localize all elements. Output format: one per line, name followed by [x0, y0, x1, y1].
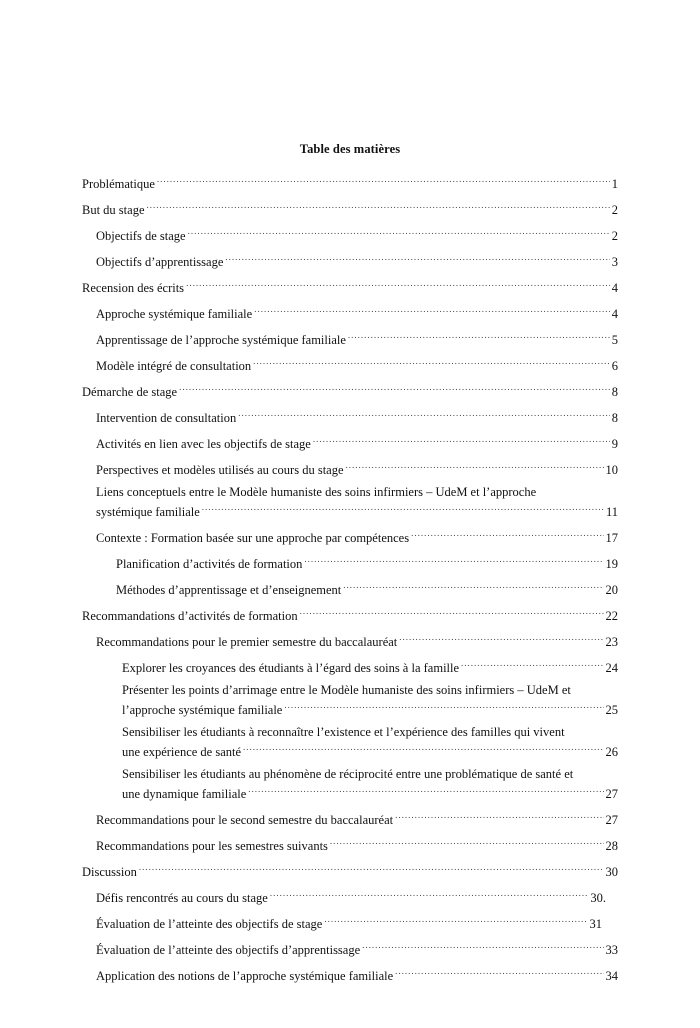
toc-entry-page: 4	[611, 307, 618, 321]
toc-entry	[82, 380, 618, 400]
toc-entry-page: 34	[605, 969, 618, 983]
leader-dots	[395, 964, 603, 980]
leader-dots	[186, 276, 610, 292]
toc-entry-page: 11	[605, 505, 618, 519]
toc-entry	[96, 526, 618, 546]
toc-entry	[96, 964, 618, 984]
leader-dots	[330, 834, 604, 850]
toc-entry	[122, 724, 618, 760]
toc-entry-page: 17	[605, 531, 618, 545]
toc-entry-label: l’approche systémique familiale	[122, 703, 283, 717]
toc-entry	[96, 406, 618, 426]
table-of-contents	[82, 172, 618, 984]
toc-entry	[116, 578, 618, 598]
toc-entry	[96, 484, 618, 520]
leader-dots	[399, 630, 603, 646]
leader-dots	[343, 578, 603, 594]
toc-entry-page: 10	[605, 463, 618, 477]
leader-dots	[179, 380, 610, 396]
leader-dots	[147, 198, 610, 214]
toc-entry-label: Problématique	[82, 177, 155, 191]
toc-entry	[116, 552, 618, 572]
toc-entry-label: Objectifs d’apprentissage	[96, 255, 224, 269]
leader-dots	[348, 328, 610, 344]
toc-entry-label: Apprentissage de l’approche systémique familiale	[96, 333, 346, 347]
page-title: Table des matières	[299, 142, 401, 156]
toc-entry-page: 27	[605, 813, 618, 827]
leader-dots	[238, 406, 610, 422]
toc-entry-label: Évaluation de l’atteinte des objectifs d’apprentissage	[96, 943, 361, 957]
toc-entry	[96, 912, 602, 932]
toc-entry-page: 28	[605, 839, 618, 853]
leader-dots	[139, 860, 604, 876]
leader-dots	[304, 552, 603, 568]
leader-dots	[395, 808, 603, 824]
toc-entry-label: Évaluation de l’atteinte des objectifs de stage	[96, 917, 323, 931]
toc-entry-label: Recommandations pour le premier semestre du baccalauréat	[96, 635, 398, 649]
leader-dots	[248, 782, 603, 798]
leader-dots	[411, 526, 603, 542]
toc-entry	[82, 198, 618, 218]
toc-entry-page: 25	[605, 703, 618, 717]
toc-entry-label: Recommandations pour le second semestre du baccalauréat	[96, 813, 394, 827]
toc-entry-page: 26	[605, 745, 618, 759]
toc-entry	[96, 328, 618, 348]
leader-dots	[300, 604, 604, 620]
leader-dots	[461, 656, 603, 672]
leader-dots	[362, 938, 603, 954]
toc-entry-page: 2	[611, 203, 618, 217]
toc-entry-label-first-line: Sensibiliser les étudiants au phénomène de réciprocité entre une problématique de santé et	[122, 767, 574, 781]
leader-dots	[254, 302, 610, 318]
toc-entry-label: Intervention de consultation	[96, 411, 237, 425]
toc-entry	[96, 886, 606, 906]
toc-entry-page: 30.	[590, 891, 606, 905]
toc-entry-label: Approche systémique familiale	[96, 307, 253, 321]
leader-dots	[284, 698, 603, 714]
leader-dots	[188, 224, 610, 240]
toc-entry	[96, 354, 618, 374]
leader-dots	[324, 912, 587, 928]
toc-entry-page: 22	[605, 609, 618, 623]
toc-entry	[82, 604, 618, 624]
toc-entry-label: Planification d’activités de formation	[116, 557, 303, 571]
toc-entry	[96, 302, 618, 322]
leader-dots	[225, 250, 609, 266]
toc-entry-page: 8	[611, 385, 618, 399]
toc-entry-label: Recension des écrits	[82, 281, 185, 295]
leader-dots	[313, 432, 610, 448]
toc-entry	[82, 172, 618, 192]
toc-entry-page: 4	[611, 281, 618, 295]
leader-dots	[202, 500, 604, 516]
leader-dots	[253, 354, 610, 370]
toc-entry	[122, 682, 618, 718]
toc-entry-label: But du stage	[82, 203, 145, 217]
toc-entry-label-first-line: Présenter les points d’arrimage entre le Modèle humaniste des soins infirmiers – UdeM et	[122, 683, 571, 697]
toc-entry-page: 8	[611, 411, 618, 425]
toc-entry-label: Recommandations d’activités de formation	[82, 609, 298, 623]
toc-entry-label: Perspectives et modèles utilisés au cours du stage	[96, 463, 344, 477]
toc-entry-page: 20	[605, 583, 618, 597]
toc-entry	[96, 938, 618, 958]
toc-entry-label: Défis rencontrés au cours du stage	[96, 891, 268, 905]
toc-entry-label-first-line: Liens conceptuels entre le Modèle humaniste des soins infirmiers – UdeM et l’approche	[96, 485, 537, 499]
toc-entry-label: Contexte : Formation basée sur une approche par compétences	[96, 531, 410, 545]
toc-entry-label: Discussion	[82, 865, 137, 879]
toc-entry-label: Modèle intégré de consultation	[96, 359, 252, 373]
toc-entry-label: Recommandations pour les semestres suivants	[96, 839, 328, 853]
toc-entry	[96, 808, 618, 828]
toc-entry-label: Application des notions de l’approche systémique familiale	[96, 969, 394, 983]
toc-entry	[82, 860, 618, 880]
toc-entry	[96, 458, 618, 478]
toc-entry-page: 23	[605, 635, 618, 649]
leader-dots	[243, 740, 603, 756]
toc-entry-page: 1	[611, 177, 618, 191]
leader-dots	[346, 458, 604, 474]
toc-entry-page: 2	[611, 229, 618, 243]
toc-entry-page: 9	[611, 437, 618, 451]
toc-entry-label: Démarche de stage	[82, 385, 178, 399]
toc-entry-page: 19	[605, 557, 618, 571]
toc-entry	[96, 224, 618, 244]
leader-dots	[157, 172, 610, 188]
toc-entry	[96, 250, 618, 270]
toc-entry	[122, 656, 618, 676]
toc-entry	[96, 432, 618, 452]
toc-entry-label: Activités en lien avec les objectifs de stage	[96, 437, 311, 451]
toc-entry-label-first-line: Sensibiliser les étudiants à reconnaître l’existence et l’expérience des familles qui vivent	[122, 725, 565, 739]
toc-entry	[82, 276, 618, 296]
toc-entry-label: Méthodes d’apprentissage et d’enseignement	[116, 583, 342, 597]
toc-entry-page: 3	[611, 255, 618, 269]
toc-entry-label: Explorer les croyances des étudiants à l’égard des soins à la famille	[122, 661, 460, 675]
toc-entry-page: 5	[611, 333, 618, 347]
toc-entry-label: une expérience de santé	[122, 745, 242, 759]
leader-dots	[270, 886, 589, 902]
toc-entry	[96, 630, 618, 650]
toc-entry-page: 27	[605, 787, 618, 801]
toc-entry	[122, 766, 618, 802]
toc-entry-page: 24	[605, 661, 618, 675]
toc-entry-label: une dynamique familiale	[122, 787, 247, 801]
toc-entry-page: 30	[605, 865, 618, 879]
toc-entry-page: 31	[589, 917, 602, 931]
toc-entry-label: systémique familiale	[96, 505, 200, 519]
toc-entry	[96, 834, 618, 854]
toc-entry-label: Objectifs de stage	[96, 229, 186, 243]
toc-entry-page: 33	[605, 943, 618, 957]
toc-entry-page: 6	[611, 359, 618, 373]
